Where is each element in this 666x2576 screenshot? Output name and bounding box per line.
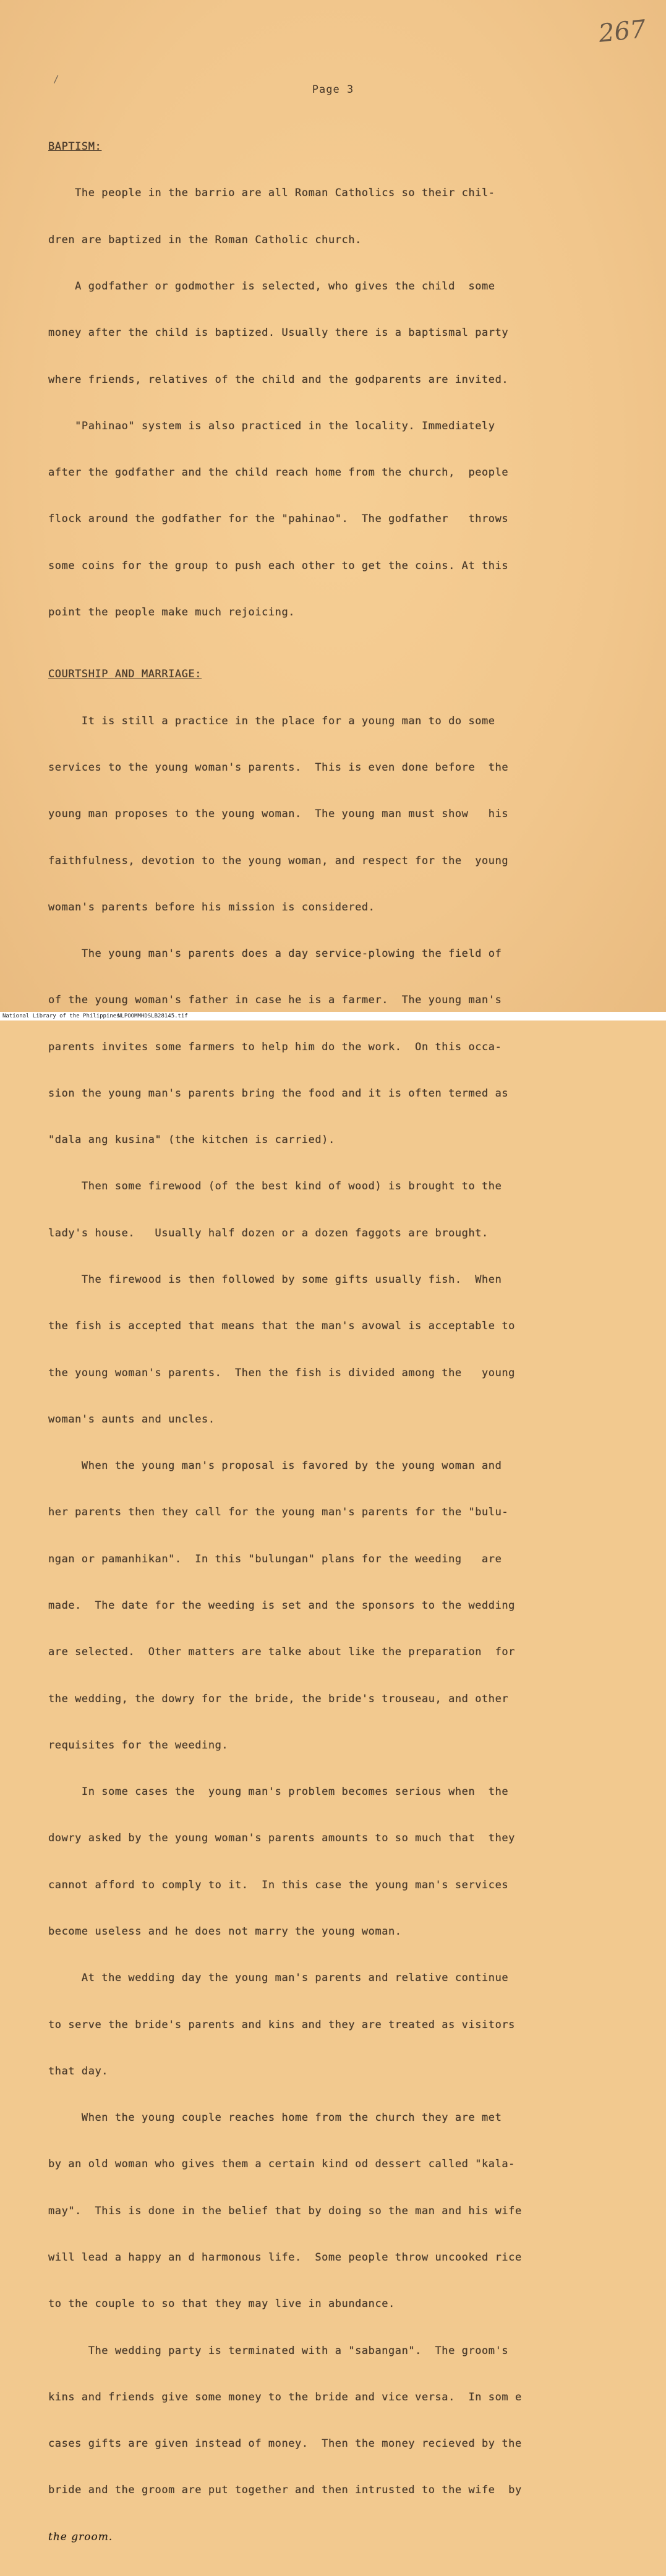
body-line: that day. <box>48 2065 109 2077</box>
footer-filename: NLPOOMMHDSLB28145.tif <box>117 1013 188 1019</box>
section-heading-courtship: COURTSHIP AND MARRIAGE: <box>48 668 202 681</box>
body-line: the wedding, the dowry for the bride, the bride's trouseau, and other <box>48 1692 509 1705</box>
body-line: woman's parents before his mission is considered. <box>48 901 375 914</box>
body-line: lady's house. Usually half dozen or a dozen faggots are brought. <box>48 1226 489 1239</box>
body-line: sion the young man's parents bring the food and it is often termed as <box>48 1087 509 1100</box>
body-line: young man proposes to the young woman. The young man must show his <box>48 808 509 821</box>
body-line: woman's aunts and uncles. <box>48 1413 215 1426</box>
body-line: by an old woman who gives them a certain kind od dessert called "kala- <box>48 2158 515 2171</box>
body-line: flock around the godfather for the "pahinao". The godfather throws <box>48 513 509 526</box>
body-line: kins and friends give some money to the bride and vice versa. In som e <box>48 2390 522 2403</box>
section-heading-baptism: BAPTISM: <box>48 140 102 153</box>
body-line: the young woman's parents. Then the fish is divided among the young <box>48 1366 515 1379</box>
body-line: services to the young woman's parents. This is even done before the <box>48 761 509 774</box>
body-line: point the people make much rejoicing. <box>48 606 296 618</box>
body-line: It is still a practice in the place for a young man to do some <box>48 714 495 727</box>
body-line: parents invites some farmers to help him do the work. On this occa- <box>48 1040 502 1053</box>
body-line: become useless and he does not marry the young woman. <box>48 1925 402 1938</box>
handwritten-ending: the groom. <box>48 2530 113 2543</box>
body-line: requisites for the weeding. <box>48 1739 229 1752</box>
scan-footer <box>0 1012 666 1021</box>
page-label: Page 3 <box>312 83 354 96</box>
body-line: made. The date for the weeding is set and the sponsors to the wedding <box>48 1599 515 1612</box>
body-line: A godfather or godmother is selected, who gives the child some <box>48 280 495 293</box>
body-line: dowry asked by the young woman's parents amounts to so much that they <box>48 1832 515 1845</box>
body-line: The wedding party is terminated with a "sabangan". The groom's <box>48 2344 509 2357</box>
body-line: to serve the bride's parents and kins and they are treated as visitors <box>48 2018 515 2031</box>
body-line: "dala ang kusina" (the kitchen is carried). <box>48 1134 335 1147</box>
body-line: after the godfather and the child reach home from the church, people <box>48 466 509 479</box>
body-line: When the young man's proposal is favored by the young woman and <box>48 1460 502 1473</box>
body-line: faithfulness, devotion to the young woman, and respect for the young <box>48 854 509 867</box>
body-line: are selected. Other matters are talke about like the preparation for <box>48 1646 515 1659</box>
body-line: will lead a happy an d harmonous life. Some people throw uncooked rice <box>48 2251 522 2264</box>
body-line: The young man's parents does a day service-plowing the field of <box>48 948 502 961</box>
body-line: "Pahinao" system is also practiced in the locality. Immediately <box>48 419 495 432</box>
body-line: money after the child is baptized. Usually there is a baptismal party <box>48 327 509 340</box>
body-line: dren are baptized in the Roman Catholic church. <box>48 233 362 246</box>
body-line: to the couple to so that they may live in abundance. <box>48 2298 395 2311</box>
body-line: may". This is done in the belief that by doing so the man and his wife <box>48 2204 522 2217</box>
document-body <box>48 108 605 2576</box>
body-line: When the young couple reaches home from the church they are met <box>48 2112 502 2125</box>
body-line: where friends, relatives of the child and the godparents are invited. <box>48 373 509 386</box>
body-line: of the young woman's father in case he is a farmer. The young man's <box>48 994 502 1007</box>
body-line: At the wedding day the young man's parents and relative continue <box>48 1972 509 1985</box>
body-line: The people in the barrio are all Roman Catholics so their chil- <box>48 187 495 200</box>
body-line: The firewood is then followed by some gifts usually fish. When <box>48 1273 502 1286</box>
body-line: her parents then they call for the young man's parents for the "bulu- <box>48 1506 509 1519</box>
body-line: ngan or pamanhikan". In this "bulungan" plans for the weeding are <box>48 1552 502 1565</box>
body-line: cannot afford to comply to it. In this case the young man's services <box>48 1878 509 1891</box>
body-line: Then some firewood (of the best kind of wood) is brought to the <box>48 1180 502 1193</box>
body-line: the fish is accepted that means that the man's avowal is acceptable to <box>48 1320 515 1333</box>
footer-source: National Library of the Philippines <box>2 1013 120 1019</box>
body-line: bride and the groom are put together and then intrusted to the wife by <box>48 2484 522 2497</box>
body-line: some coins for the group to push each other to get the coins. At this <box>48 559 509 572</box>
body-line: In some cases the young man's problem becomes serious when the <box>48 1786 509 1799</box>
folio-number: 267 <box>597 15 647 48</box>
margin-tick: / <box>53 73 59 85</box>
body-line: cases gifts are given instead of money. Then the money recieved by the <box>48 2437 522 2450</box>
